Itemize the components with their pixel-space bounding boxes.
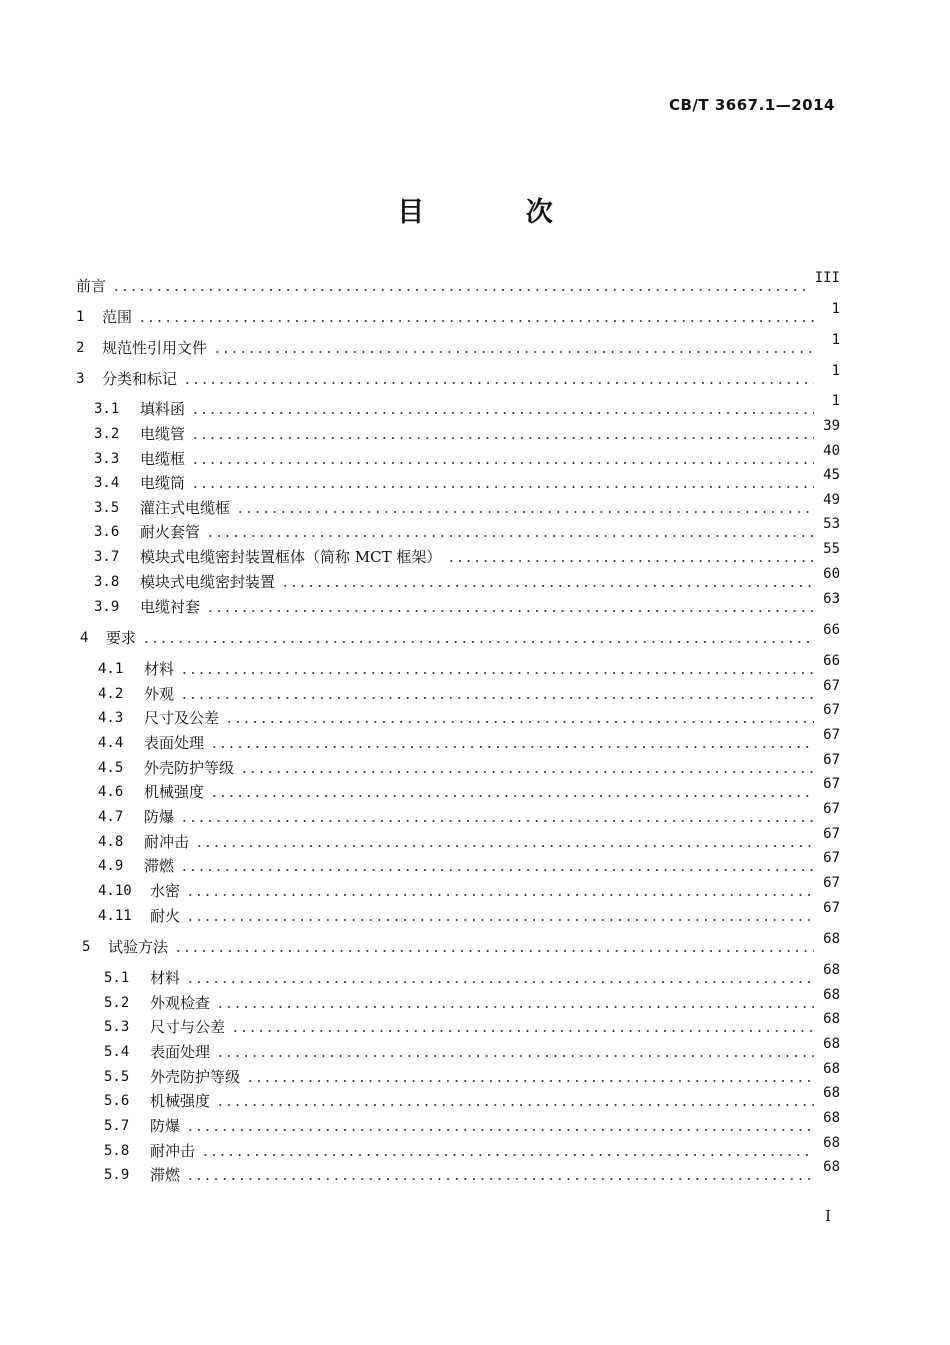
toc-entry-title: 电缆管 <box>140 425 186 443</box>
toc-entry-title: 机械强度 <box>144 783 205 801</box>
toc-entry[interactable] <box>104 1085 840 1112</box>
toc-entry-title: 规范性引用文件 <box>102 339 208 357</box>
toc-entry-title: 水密 <box>150 882 181 900</box>
toc-entry-title: 填料函 <box>140 400 186 418</box>
page-title: 目 次 <box>397 197 599 228</box>
toc-entry-title: 外壳防护等级 <box>150 1068 241 1086</box>
toc-entry[interactable] <box>104 1036 840 1063</box>
toc-entry-number: 3 <box>76 371 85 387</box>
toc-entry-number: 5.3 <box>104 1019 130 1035</box>
toc-entry-page: 1 <box>831 393 840 409</box>
toc-entry[interactable] <box>82 931 840 958</box>
dot-leader <box>180 869 814 871</box>
toc-entry[interactable] <box>98 678 840 705</box>
toc-entry-title: 模块式电缆密封装置框体（简称 MCT 框架） <box>140 548 442 566</box>
toc-entry-page: 68 <box>823 1085 840 1101</box>
toc-entry-title: 分类和标记 <box>102 370 178 388</box>
toc-entry-page: 67 <box>823 875 840 891</box>
dot-leader <box>225 721 814 723</box>
toc-entry-page: 68 <box>823 987 840 1003</box>
dot-leader <box>216 1104 814 1106</box>
toc-entry-title: 材料 <box>150 969 181 987</box>
dot-leader <box>183 382 814 384</box>
toc-entry[interactable] <box>94 492 840 519</box>
toc-entry-number: 4.9 <box>98 858 124 874</box>
toc-entry-title: 耐火套管 <box>140 523 201 541</box>
toc-entry-number: 5.8 <box>104 1143 130 1159</box>
toc-entry[interactable] <box>94 541 840 568</box>
toc-entry-number: 5.6 <box>104 1093 130 1109</box>
toc-entry[interactable] <box>94 467 840 494</box>
toc-entry-title: 范围 <box>102 308 133 326</box>
toc-entry-number: 5.1 <box>104 970 130 986</box>
toc-entry-number: 5.9 <box>104 1167 130 1183</box>
toc-entry-number: 4.8 <box>98 834 124 850</box>
toc-entry-title: 电缆筒 <box>140 474 186 492</box>
dot-leader <box>191 412 814 414</box>
toc-entry-number: 4.4 <box>98 735 124 751</box>
toc-entry-title: 模块式电缆密封装置 <box>140 573 276 591</box>
standard-code: CB/T 3667.1—2014 <box>668 96 835 114</box>
toc-entry-number: 3.2 <box>94 426 120 442</box>
toc-entry-page: 39 <box>823 418 840 434</box>
toc-entry[interactable] <box>98 850 840 877</box>
toc-entry-title: 试验方法 <box>108 938 169 956</box>
toc-entry-page: 67 <box>823 826 840 842</box>
dot-leader <box>281 585 814 587</box>
toc-entry-page: 68 <box>823 962 840 978</box>
toc-entry-page: 45 <box>823 467 840 483</box>
toc-entry[interactable] <box>98 752 840 779</box>
toc-entry[interactable] <box>76 301 840 328</box>
page-number: I <box>825 1207 831 1225</box>
dot-leader <box>138 320 814 322</box>
toc-entry-number: 3.5 <box>94 500 120 516</box>
toc-entry[interactable] <box>98 801 840 828</box>
toc-entry-number: 5.5 <box>104 1069 130 1085</box>
toc-entry-page: 67 <box>823 752 840 768</box>
toc-entry-page: 68 <box>823 1061 840 1077</box>
toc-entry-number: 5.2 <box>104 995 130 1011</box>
toc-entry[interactable] <box>76 270 840 297</box>
toc-entry-title: 电缆框 <box>140 450 186 468</box>
toc-entry[interactable] <box>104 962 840 989</box>
dot-leader <box>180 820 814 822</box>
toc-entry[interactable] <box>80 622 840 649</box>
toc-entry-title: 耐冲击 <box>150 1142 196 1160</box>
toc-entry[interactable] <box>104 1159 840 1186</box>
toc-entry-page: 67 <box>823 900 840 916</box>
toc-entry-page: 67 <box>823 776 840 792</box>
toc-entry[interactable] <box>94 516 840 543</box>
toc-entry-title: 耐火 <box>150 907 181 925</box>
toc-entry-title: 耐冲击 <box>144 833 190 851</box>
toc-entry-title: 滞燃 <box>150 1166 181 1184</box>
toc-entry[interactable] <box>94 443 840 470</box>
toc-entry-page: 66 <box>823 622 840 638</box>
toc-entry[interactable] <box>98 653 840 680</box>
toc-entry-page: 49 <box>823 492 840 508</box>
toc-entry[interactable] <box>104 1110 840 1137</box>
toc-entry-number: 4.11 <box>98 908 132 924</box>
toc-entry-number: 2 <box>76 340 85 356</box>
toc-entry[interactable] <box>94 566 840 593</box>
dot-leader <box>186 981 814 983</box>
toc-entry-page: 63 <box>823 591 840 607</box>
toc-entry-title: 表面处理 <box>150 1043 211 1061</box>
toc-entry[interactable] <box>94 418 840 445</box>
toc-entry[interactable] <box>98 702 840 729</box>
toc-entry-page: 68 <box>823 1110 840 1126</box>
toc-entry-number: 4.2 <box>98 686 124 702</box>
toc-entry-title: 尺寸及公差 <box>144 709 220 727</box>
toc-entry[interactable] <box>104 1135 840 1162</box>
toc-entry-number: 3.4 <box>94 475 120 491</box>
toc-entry-number: 3.1 <box>94 401 120 417</box>
dot-leader <box>186 1129 814 1131</box>
toc-entry-number: 3.7 <box>94 549 120 565</box>
toc-entry[interactable] <box>98 727 840 754</box>
toc-entry-page: III <box>814 270 840 286</box>
toc-entry[interactable] <box>98 900 840 927</box>
dot-leader <box>213 351 814 353</box>
toc-entry-number: 4.10 <box>98 883 132 899</box>
toc-entry-number: 3.6 <box>94 524 120 540</box>
toc-entry-page: 67 <box>823 678 840 694</box>
dot-leader <box>236 511 814 513</box>
toc-entry-page: 67 <box>823 702 840 718</box>
toc-entry-title: 防爆 <box>144 808 175 826</box>
toc-entry-title: 防爆 <box>150 1117 181 1135</box>
toc-entry-number: 4.5 <box>98 760 124 776</box>
toc-entry-number: 4 <box>80 630 89 646</box>
dot-leader <box>191 437 814 439</box>
toc-entry-number: 3.9 <box>94 599 120 615</box>
toc-entry-page: 60 <box>823 566 840 582</box>
dot-leader <box>186 1178 814 1180</box>
toc-entry-page: 68 <box>823 1011 840 1027</box>
toc-entry-title: 表面处理 <box>144 734 205 752</box>
dot-leader <box>142 641 814 643</box>
toc-entry-title: 外观检查 <box>150 994 211 1012</box>
dot-leader <box>180 672 814 674</box>
toc-entry-page: 68 <box>823 931 840 947</box>
dot-leader <box>180 697 814 699</box>
toc-entry-page: 40 <box>823 443 840 459</box>
dot-leader <box>240 771 814 773</box>
toc-entry-page: 67 <box>823 727 840 743</box>
dot-leader <box>216 1006 814 1008</box>
toc-entry-page: 67 <box>823 850 840 866</box>
dot-leader <box>231 1030 814 1032</box>
toc-entry-page: 55 <box>823 541 840 557</box>
toc-entry-page: 67 <box>823 801 840 817</box>
dot-leader <box>186 894 814 896</box>
dot-leader <box>246 1080 814 1082</box>
dot-leader <box>186 919 814 921</box>
toc-entry-title: 机械强度 <box>150 1092 211 1110</box>
dot-leader <box>206 610 814 612</box>
toc-entry-number: 4.3 <box>98 710 124 726</box>
toc-entry-number: 3.8 <box>94 574 120 590</box>
toc-entry-title: 尺寸与公差 <box>150 1018 226 1036</box>
dot-leader <box>191 486 814 488</box>
toc-entry[interactable] <box>76 332 840 359</box>
toc-entry-page: 66 <box>823 653 840 669</box>
toc-entry-title: 前言 <box>76 277 107 295</box>
dot-leader <box>206 535 814 537</box>
dot-leader <box>447 560 814 562</box>
toc-entry-number: 5.7 <box>104 1118 130 1134</box>
toc-entry[interactable] <box>104 1011 840 1038</box>
toc-entry[interactable] <box>76 363 840 390</box>
dot-leader <box>174 950 814 952</box>
toc-entry-title: 外壳防护等级 <box>144 759 235 777</box>
toc-entry-title: 材料 <box>144 660 175 678</box>
toc-entry[interactable] <box>94 393 840 420</box>
toc-entry-title: 要求 <box>106 629 137 647</box>
toc-entry[interactable] <box>104 1061 840 1088</box>
toc-entry-number: 5 <box>82 939 91 955</box>
toc-entry-title: 滞燃 <box>144 857 175 875</box>
toc-entry[interactable] <box>98 875 840 902</box>
toc-entry-number: 4.7 <box>98 809 124 825</box>
dot-leader <box>195 845 814 847</box>
toc-entry-page: 68 <box>823 1159 840 1175</box>
toc-entry-number: 5.4 <box>104 1044 130 1060</box>
toc-entry-page: 1 <box>831 363 840 379</box>
toc-entry-page: 68 <box>823 1135 840 1151</box>
toc-entry-title: 外观 <box>144 685 175 703</box>
dot-leader <box>112 289 811 291</box>
toc-entry-number: 4.1 <box>98 661 124 677</box>
toc-entry-title: 电缆衬套 <box>140 598 201 616</box>
toc-entry-number: 1 <box>76 309 85 325</box>
toc-entry-number: 3.3 <box>94 451 120 467</box>
dot-leader <box>201 1154 814 1156</box>
toc-entry-page: 1 <box>831 332 840 348</box>
toc-entry[interactable] <box>104 987 840 1014</box>
toc-entry-page: 53 <box>823 516 840 532</box>
toc-entry[interactable] <box>98 826 840 853</box>
toc-entry-number: 4.6 <box>98 784 124 800</box>
toc-entry[interactable] <box>98 776 840 803</box>
dot-leader <box>210 795 814 797</box>
dot-leader <box>191 462 814 464</box>
dot-leader <box>210 746 814 748</box>
toc-entry[interactable] <box>94 591 840 618</box>
toc-entry-page: 68 <box>823 1036 840 1052</box>
toc-entry-title: 灌注式电缆框 <box>140 499 231 517</box>
dot-leader <box>216 1055 814 1057</box>
toc-entry-page: 1 <box>831 301 840 317</box>
